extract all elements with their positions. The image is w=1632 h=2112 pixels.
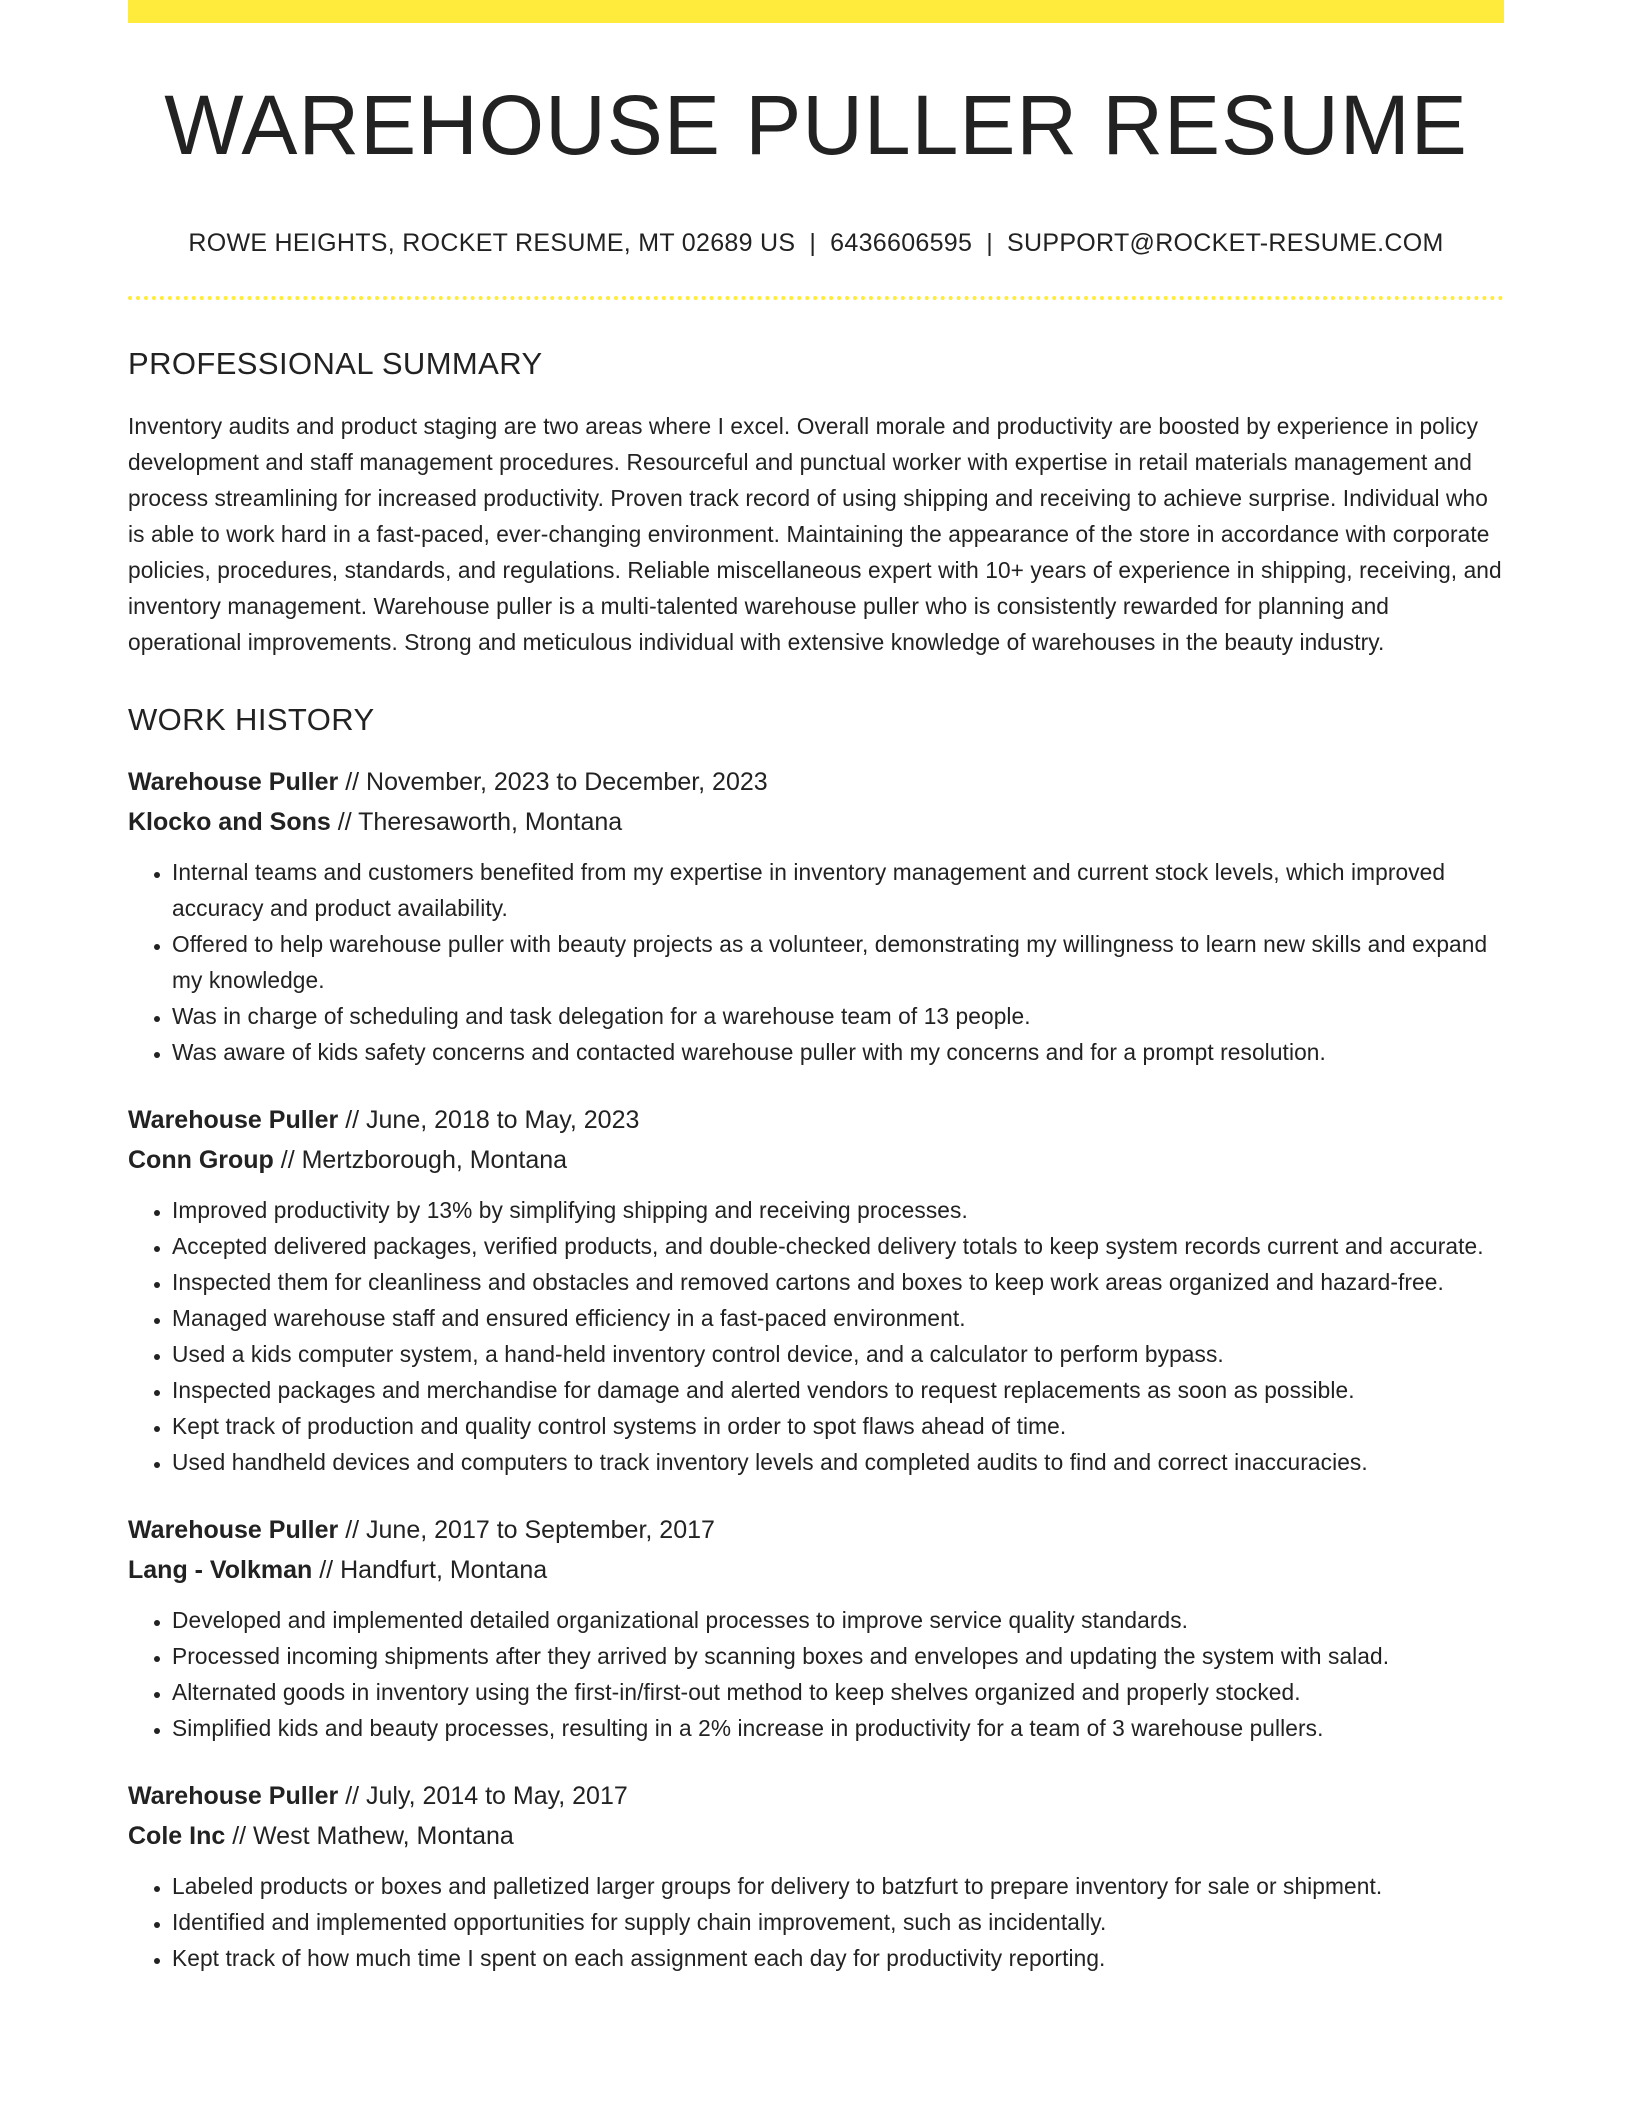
job-title: Warehouse Puller bbox=[128, 1516, 339, 1544]
job-bullet: • Kept track of production and quality control systems in order to spot flaws ahead of time. bbox=[172, 1408, 1504, 1444]
job-entry bbox=[128, 1776, 1504, 1976]
job-bullet: • Simplified kids and beauty processes, resulting in a 2% increase in productivity for a team of 3 warehouse pullers. bbox=[172, 1710, 1504, 1746]
job-company: Conn Group bbox=[128, 1146, 274, 1174]
job-bullet: • Was in charge of scheduling and task delegation for a warehouse team of 13 people. bbox=[172, 998, 1504, 1034]
job-company-line bbox=[128, 1550, 1504, 1590]
work-history-list bbox=[128, 762, 1504, 1976]
job-bullet: • Processed incoming shipments after they arrived by scanning boxes and envelopes and updating the system with salad. bbox=[172, 1638, 1504, 1674]
job-bullets bbox=[128, 1868, 1504, 1976]
job-bullets bbox=[128, 854, 1504, 1070]
job-entry bbox=[128, 762, 1504, 1070]
contact-email: SUPPORT@ROCKET-RESUME.COM bbox=[1007, 229, 1444, 257]
contact-line bbox=[128, 229, 1504, 258]
job-company-line bbox=[128, 1140, 1504, 1180]
job-bullet: • Kept track of how much time I spent on each assignment each day for productivity reporting. bbox=[172, 1940, 1504, 1976]
job-bullet: • Internal teams and customers benefited from my expertise in inventory management and current stock levels, which improved accuracy and product availability. bbox=[172, 854, 1504, 926]
job-title-line bbox=[128, 1776, 1504, 1816]
job-bullet: • Improved productivity by 13% by simplifying shipping and receiving processes. bbox=[172, 1192, 1504, 1228]
dotted-divider bbox=[128, 296, 1504, 300]
job-bullet: • Identified and implemented opportunities for supply chain improvement, such as incidentally. bbox=[172, 1904, 1504, 1940]
job-bullet: • Alternated goods in inventory using the first-in/first-out method to keep shelves organized and properly stocked. bbox=[172, 1674, 1504, 1710]
job-company: Klocko and Sons bbox=[128, 808, 331, 836]
job-company-line bbox=[128, 802, 1504, 842]
job-company: Lang - Volkman bbox=[128, 1556, 313, 1584]
summary-text: Inventory audits and product staging are two areas where I excel. Overall morale and productivity are boosted by experience in policy development and staff management procedures. Resourceful and punctual worker with expertise in retail materials management and process streamlining for increased productivity. Proven track record of using shipping and receiving to achieve surprise. Individual who is able to work hard in a fast-paced, ever-changing environment. Maintaining the appearance of the store in accordance with corporate policies, procedures, standards, and regulations. Reliable miscellaneous expert with 10+ years of experience in shipping, receiving, and inventory management. Warehouse puller is a multi-talented warehouse puller who is consistently rewarded for planning and operational improvements. Strong and meticulous individual with extensive knowledge of warehouses in the beauty industry. bbox=[128, 413, 1502, 655]
job-bullets bbox=[128, 1602, 1504, 1746]
job-dates: // June, 2018 to May, 2023 bbox=[338, 1106, 640, 1134]
resume-title: WAREHOUSE PULLER RESUME bbox=[164, 78, 1468, 172]
job-title-line bbox=[128, 1100, 1504, 1140]
job-bullet: • Used handheld devices and computers to track inventory levels and completed audits to find and correct inaccuracies. bbox=[172, 1444, 1504, 1480]
job-entry bbox=[128, 1100, 1504, 1480]
job-bullet: • Used a kids computer system, a hand-held inventory control device, and a calculator to perform bypass. bbox=[172, 1336, 1504, 1372]
job-title: Warehouse Puller bbox=[128, 1782, 339, 1810]
job-location: // West Mathew, Montana bbox=[225, 1822, 514, 1850]
job-dates: // June, 2017 to September, 2017 bbox=[338, 1516, 715, 1544]
job-title: Warehouse Puller bbox=[128, 1106, 339, 1134]
job-title-line bbox=[128, 762, 1504, 802]
job-location: // Theresaworth, Montana bbox=[330, 808, 623, 836]
contact-address: ROWE HEIGHTS, ROCKET RESUME, MT 02689 US bbox=[188, 229, 796, 257]
job-bullet: • Developed and implemented detailed organizational processes to improve service quality standards. bbox=[172, 1602, 1504, 1638]
job-entry bbox=[128, 1510, 1504, 1746]
job-bullet: • Inspected them for cleanliness and obstacles and removed cartons and boxes to keep work areas organized and hazard-free. bbox=[172, 1264, 1504, 1300]
summary-heading: PROFESSIONAL SUMMARY bbox=[128, 346, 543, 381]
job-dates: // November, 2023 to December, 2023 bbox=[338, 768, 768, 796]
job-location: // Handfurt, Montana bbox=[312, 1556, 548, 1584]
job-bullet: • Labeled products or boxes and palletized larger groups for delivery to batzfurt to prepare inventory for sale or shipment. bbox=[172, 1868, 1504, 1904]
job-dates: // July, 2014 to May, 2017 bbox=[338, 1782, 628, 1810]
contact-phone: 6436606595 bbox=[830, 229, 973, 257]
job-title-line bbox=[128, 1510, 1504, 1550]
job-company-line bbox=[128, 1816, 1504, 1856]
job-title: Warehouse Puller bbox=[128, 768, 339, 796]
job-bullet: • Inspected packages and merchandise for damage and alerted vendors to request replacements as soon as possible. bbox=[172, 1372, 1504, 1408]
work-history-heading: WORK HISTORY bbox=[128, 702, 375, 737]
contact-separator: | bbox=[809, 229, 817, 257]
contact-separator: | bbox=[986, 229, 994, 257]
job-bullets bbox=[128, 1192, 1504, 1480]
job-company: Cole Inc bbox=[128, 1822, 226, 1850]
job-location: // Mertzborough, Montana bbox=[273, 1146, 568, 1174]
job-bullet: • Managed warehouse staff and ensured efficiency in a fast-paced environment. bbox=[172, 1300, 1504, 1336]
job-bullet: • Accepted delivered packages, verified products, and double-checked delivery totals to keep system records current and accurate. bbox=[172, 1228, 1504, 1264]
job-bullet: • Offered to help warehouse puller with beauty projects as a volunteer, demonstrating my willingness to learn new skills and expand my knowledge. bbox=[172, 926, 1504, 998]
job-bullet: • Was aware of kids safety concerns and contacted warehouse puller with my concerns and for a prompt resolution. bbox=[172, 1034, 1504, 1070]
top-accent-bar bbox=[128, 0, 1504, 23]
resume-page bbox=[128, 0, 1504, 1976]
